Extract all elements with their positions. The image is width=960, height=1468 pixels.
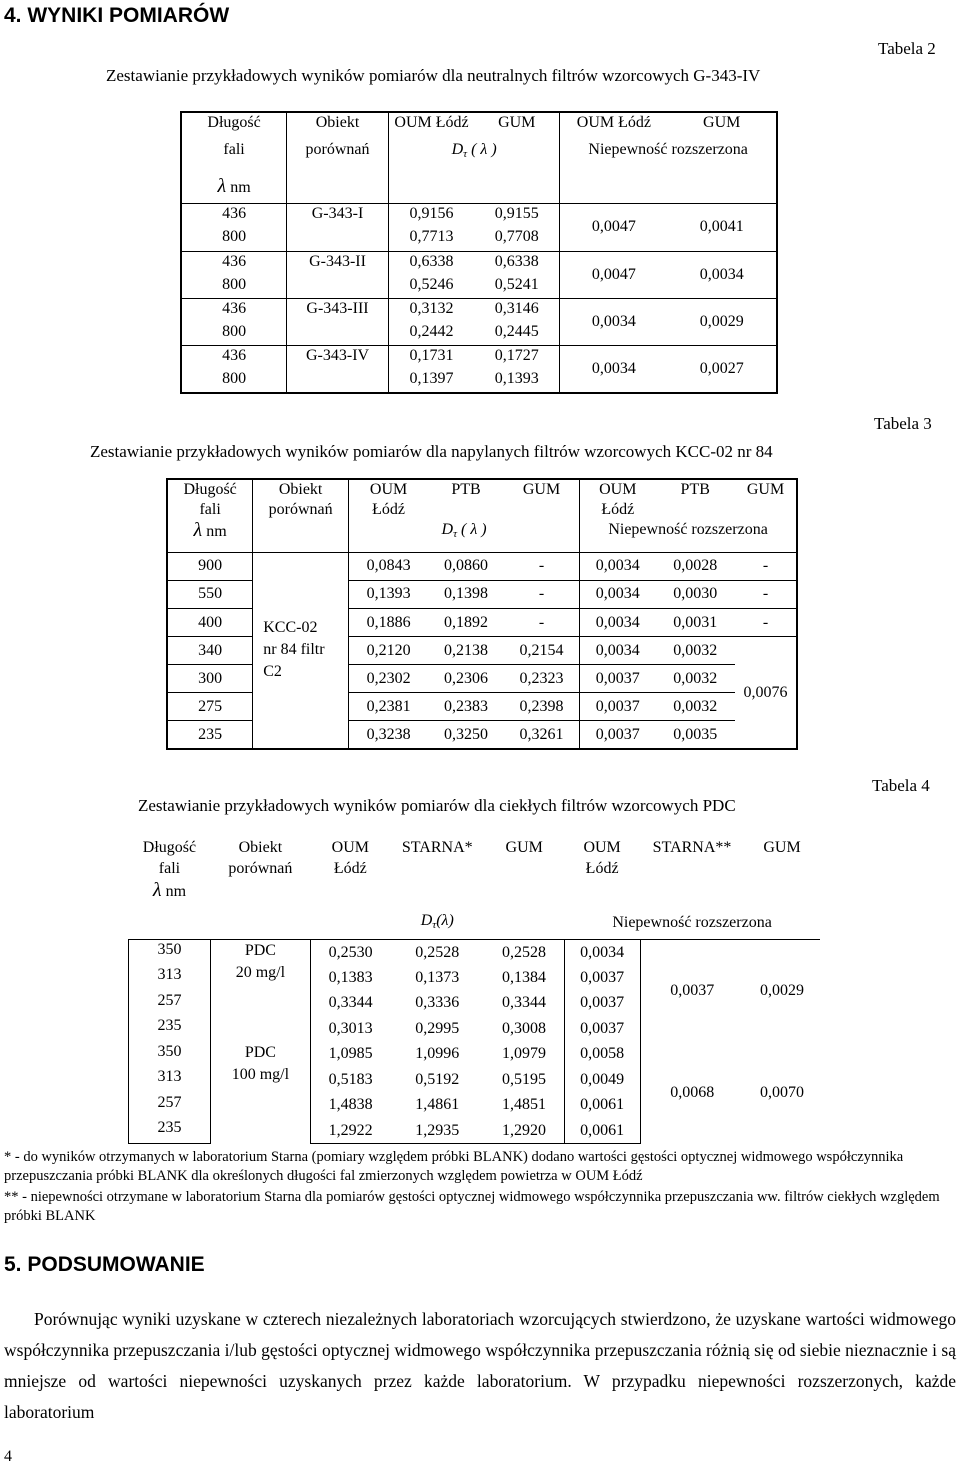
t2-wl-436: 436 xyxy=(181,251,287,275)
t3-gum: - xyxy=(504,552,580,580)
t4-object-conc: 100 mg/l xyxy=(231,1065,290,1083)
t3-ptb: 0,1892 xyxy=(428,608,504,636)
t3-h-obj2: porównań xyxy=(253,500,349,520)
t4-oum: 0,2530 xyxy=(328,943,373,961)
footnote-1: * - do wyników otrzymanych w laboratorium Starna (pomiary względem próbki BLANK) dodano wartości gęstości optycznej widmowego współczynnika przepuszczania próbki BLANK dla określonych długości fal zmierzonych względem powietrza w OUM Łódź xyxy=(4,1149,904,1184)
t3-oum: 0,1886 xyxy=(348,608,428,636)
t3-h-oum2b: Łódź xyxy=(580,500,656,520)
t3-unc-ptb: 0,0031 xyxy=(655,608,735,636)
t4-object xyxy=(210,940,310,1042)
t2-object: G-343-I xyxy=(287,204,389,228)
footnote-2: ** - niepewności otrzymane w laboratorium Starna dla pomiarów gęstości optycznej widmowego współczynnika przepuszczania ww. filtrów ciekłych względem próbki BLANK xyxy=(4,1189,940,1224)
t2-oum-800: 0,2442 xyxy=(388,322,474,346)
t4-h-gum: GUM xyxy=(505,839,543,856)
t4-wl: 313 xyxy=(129,1067,211,1092)
t3-h-wl3: λ nm xyxy=(167,520,253,552)
t3-unc-gum-merged: 0,0076 xyxy=(735,637,797,749)
t2-oum-800: 0,7713 xyxy=(388,227,474,251)
table-3 xyxy=(166,478,798,750)
t3-h-dt: $D_\tau$ ( λ ) xyxy=(348,520,579,552)
t3-h-oum2: Łódź xyxy=(348,500,428,520)
t4-unc-starna: 0,0037 xyxy=(670,981,715,999)
t3-gum: - xyxy=(504,580,580,608)
t4-starna: 0,1373 xyxy=(415,969,460,986)
t2-gum-436: 0,3146 xyxy=(474,298,560,322)
t4-object xyxy=(210,1042,310,1144)
t2-h-c1: OUM Łódź xyxy=(388,112,474,140)
t2-object-empty xyxy=(287,322,389,346)
table-4 xyxy=(128,838,820,1144)
t4-gum: 0,3344 xyxy=(501,994,546,1012)
t4-wl: 257 xyxy=(129,1093,211,1118)
t4-unc-oum: 0,0058 xyxy=(564,1042,640,1067)
t3-unc-ptb: 0,0030 xyxy=(655,580,735,608)
t3-unc-ptb: 0,0035 xyxy=(655,721,735,749)
t3-unc-ptb: 0,0032 xyxy=(655,665,735,693)
t2-h-wl1: Długość xyxy=(207,114,261,131)
t3-gum: 0,2323 xyxy=(504,665,580,693)
t3-h-ptb-b: PTB xyxy=(680,481,710,498)
t2-h-obj1: Obiekt xyxy=(287,112,389,140)
t3-unc-gum: - xyxy=(735,608,797,636)
t4-starna: 1,0996 xyxy=(415,1045,460,1063)
t4-h-obj1: Obiekt xyxy=(238,839,283,856)
t4-wl: 313 xyxy=(129,965,211,990)
t3-object xyxy=(253,552,349,749)
t2-wl-800: 800 xyxy=(222,228,247,246)
table-row xyxy=(181,345,777,369)
t4-gum: 1,0979 xyxy=(501,1045,546,1063)
t4-h-oum2: Łódź xyxy=(333,859,367,877)
table-4-caption: Zestawianie przykładowych wyników pomiarów dla ciekłych filtrów wzorcowych PDC xyxy=(138,796,736,815)
t3-oum: 0,3238 xyxy=(348,721,428,749)
t3-unc-oum: 0,0034 xyxy=(580,608,656,636)
t3-gum: - xyxy=(504,608,580,636)
t2-object-empty xyxy=(287,275,389,299)
table-row xyxy=(181,251,777,275)
t2-h-unc: Niepewność rozszerzona xyxy=(560,140,777,176)
t4-h-wl1: Długość xyxy=(142,839,197,856)
table-row xyxy=(129,940,821,965)
t3-unc-oum: 0,0034 xyxy=(580,637,656,665)
t2-gum-436: 0,9155 xyxy=(494,205,539,223)
t2-h-wl2: fali xyxy=(223,141,245,158)
t4-starna: 0,3336 xyxy=(415,994,460,1012)
t4-object-conc: 20 mg/l xyxy=(235,964,286,982)
t2-h-c2: GUM xyxy=(498,114,536,131)
t3-unc-oum: 0,0034 xyxy=(580,552,656,580)
section-4-title: 4. WYNIKI POMIARÓW xyxy=(4,4,230,27)
t2-h-dt: $D_\tau$ ( λ ) xyxy=(388,140,559,176)
t3-h-oum1b: OUM xyxy=(580,479,656,500)
t3-unc-gum: - xyxy=(735,580,797,608)
t2-h-c4: GUM xyxy=(703,114,741,131)
t3-wl: 340 xyxy=(167,637,253,665)
t3-object-line: C2 xyxy=(263,663,282,681)
t3-wl: 275 xyxy=(167,693,253,721)
t2-gum-800: 0,5241 xyxy=(494,275,539,293)
t4-h-obj2: porównań xyxy=(228,859,293,877)
t2-unc-gum: 0,0029 xyxy=(667,298,777,345)
t3-oum: 0,2302 xyxy=(348,665,428,693)
t3-h-ptb: PTB xyxy=(451,481,481,498)
t3-gum: 0,2398 xyxy=(504,693,580,721)
t4-wl: 350 xyxy=(129,1042,211,1067)
t3-h-wl2: fali xyxy=(199,501,221,519)
t3-ptb: 0,2138 xyxy=(428,637,504,665)
t4-wl: 235 xyxy=(129,1118,211,1144)
t4-h-starna2: STARNA** xyxy=(652,839,732,856)
t4-object-name: PDC xyxy=(244,942,276,960)
t2-unc-oum: 0,0034 xyxy=(560,345,668,393)
t4-unc-oum: 0,0037 xyxy=(564,1016,640,1041)
t2-wl-800: 800 xyxy=(222,322,247,340)
t2-unc-oum: 0,0047 xyxy=(560,204,668,251)
t4-gum: 0,2528 xyxy=(501,943,546,961)
t3-unc-ptb: 0,0032 xyxy=(655,693,735,721)
t4-oum: 0,3344 xyxy=(328,994,373,1012)
t3-unc-oum: 0,0034 xyxy=(580,580,656,608)
t2-gum-800: 0,7708 xyxy=(494,228,539,246)
t2-object-empty xyxy=(287,369,389,393)
t2-h-obj2: porównań xyxy=(287,140,389,176)
t2-unc-gum: 0,0027 xyxy=(667,345,777,393)
t4-gum: 0,5195 xyxy=(501,1070,546,1088)
t4-object-name: PDC xyxy=(244,1043,276,1061)
t4-unc-oum: 0,0037 xyxy=(564,991,640,1016)
summary-paragraph: Porównując wyniki uzyskane w czterech niezależnych laboratoriach wzorcujących stwierdzono, że uzyskane wartości widmowego współczynnika przepuszczania i/lub gęstości optycznej widmowego współczynnika przepuszczania różnią się od siebie nieznacznie i są mniejsze od wartości niepewności uzyskanych przez każde laboratorium. W przypadku niepewności rozszerzonych, każde laboratorium xyxy=(4,1309,956,1422)
t4-unc-oum: 0,0049 xyxy=(564,1067,640,1092)
t4-h-dt: $D_\tau(\lambda)$ xyxy=(390,906,484,940)
table-2 xyxy=(180,111,778,394)
t2-gum-436: 0,1727 xyxy=(474,345,560,369)
t2-oum-800: 0,5246 xyxy=(388,275,474,299)
t4-oum: 1,2922 xyxy=(310,1118,390,1144)
t3-gum: 0,2154 xyxy=(504,637,580,665)
t4-unc-gum: 0,0029 xyxy=(760,981,804,999)
t2-object: G-343-II xyxy=(287,251,389,275)
table-3-caption: Zestawianie przykładowych wyników pomiarów dla napylanych filtrów wzorcowych KCC-02 nr 84 xyxy=(90,442,773,461)
t3-unc-ptb: 0,0032 xyxy=(655,637,735,665)
t4-starna: 0,5192 xyxy=(415,1070,460,1088)
t4-gum: 0,1384 xyxy=(501,969,546,986)
t2-wl-436: 436 xyxy=(181,345,287,369)
t3-unc-ptb: 0,0028 xyxy=(655,552,735,580)
t2-h-wl3: λ nm xyxy=(181,176,287,204)
t3-wl: 300 xyxy=(167,665,253,693)
t4-h-wl3: λ nm xyxy=(152,878,187,901)
t2-wl-800: 800 xyxy=(222,369,247,387)
t2-oum-436: 0,1731 xyxy=(388,345,474,369)
t2-oum-436: 0,3132 xyxy=(388,298,474,322)
t3-object-line: nr 84 filtr xyxy=(263,641,325,659)
t2-oum-436: 0,9156 xyxy=(388,204,474,228)
t3-h-gum: GUM xyxy=(522,481,561,498)
t4-starna: 0,2528 xyxy=(415,943,460,961)
t4-unc-oum: 0,0061 xyxy=(564,1118,640,1144)
t3-wl: 400 xyxy=(167,608,253,636)
t2-unc-gum: 0,0034 xyxy=(667,251,777,298)
t3-h-oum1: OUM xyxy=(348,479,428,500)
t2-object-empty xyxy=(287,227,389,251)
t4-unc-starna: 0,0068 xyxy=(670,1083,715,1101)
t3-h-unc: Niepewność rozszerzona xyxy=(580,520,797,552)
t3-h-gum-b: GUM xyxy=(746,481,785,498)
t3-oum: 0,1393 xyxy=(348,580,428,608)
t2-wl-800: 800 xyxy=(222,275,247,293)
t3-oum: 0,2381 xyxy=(348,693,428,721)
t2-unc-oum: 0,0047 xyxy=(560,251,668,298)
t2-h-c3: OUM Łódź xyxy=(560,112,668,140)
t2-object: G-343-IV xyxy=(287,345,389,369)
table-4-tag: Tabela 4 xyxy=(872,776,930,795)
t3-oum: 0,0843 xyxy=(348,552,428,580)
t2-unc-gum: 0,0041 xyxy=(699,218,744,236)
table-row xyxy=(181,204,777,228)
t3-unc-gum: - xyxy=(735,552,797,580)
t3-ptb: 0,2383 xyxy=(428,693,504,721)
t2-oum-436: 0,6338 xyxy=(388,251,474,275)
t2-oum-800: 0,1397 xyxy=(388,369,474,393)
t4-h-unc: Niepewność rozszerzona xyxy=(564,906,820,940)
t2-gum-800: 0,2445 xyxy=(494,322,539,340)
t4-h-oum1: OUM xyxy=(331,839,369,856)
t4-gum: 1,4851 xyxy=(501,1096,546,1114)
t4-gum: 0,3008 xyxy=(501,1019,546,1037)
t3-unc-oum: 0,0037 xyxy=(580,665,656,693)
table-3-tag: Tabela 3 xyxy=(874,414,932,433)
table-row xyxy=(129,1042,821,1067)
t3-h-obj1: Obiekt xyxy=(253,479,349,500)
t4-oum: 0,1383 xyxy=(328,969,373,986)
t2-wl-436: 436 xyxy=(181,298,287,322)
section-5-title: 5. PODSUMOWANIE xyxy=(4,1253,205,1276)
t3-unc-oum: 0,0037 xyxy=(580,721,656,749)
t4-h-starna: STARNA* xyxy=(401,839,473,856)
t3-ptb: 0,0860 xyxy=(428,552,504,580)
t4-wl: 350 xyxy=(129,940,211,965)
t4-oum: 1,4838 xyxy=(328,1096,373,1114)
t4-oum: 0,5183 xyxy=(328,1070,373,1088)
t4-h-wl2: fali xyxy=(158,859,181,877)
t3-ptb: 0,1398 xyxy=(428,580,504,608)
t3-wl: 900 xyxy=(167,552,253,580)
t4-unc-oum: 0,0034 xyxy=(564,940,640,965)
table-2-caption: Zestawianie przykładowych wyników pomiarów dla neutralnych filtrów wzorcowych G-343-IV xyxy=(106,66,761,85)
table-row xyxy=(167,552,797,580)
t3-ptb: 0,2306 xyxy=(428,665,504,693)
t3-h-wl1: Długość xyxy=(183,481,237,498)
t4-h-oum2b: Łódź xyxy=(585,859,619,877)
t4-starna: 1,2935 xyxy=(390,1118,484,1144)
t4-h-oum1b: OUM xyxy=(583,839,621,856)
t3-unc-oum: 0,0037 xyxy=(580,693,656,721)
t4-oum: 1,0985 xyxy=(328,1045,373,1063)
t3-wl: 235 xyxy=(167,721,253,749)
page-number: 4 xyxy=(4,1448,12,1465)
t3-object-line: KCC-02 xyxy=(263,619,318,637)
t4-h-gum2: GUM xyxy=(763,839,801,856)
t4-starna: 1,4861 xyxy=(415,1096,460,1114)
t3-wl: 550 xyxy=(167,580,253,608)
t4-oum: 0,3013 xyxy=(328,1019,373,1037)
t4-wl: 257 xyxy=(129,991,211,1016)
t2-wl-436: 436 xyxy=(222,205,247,223)
t4-gum: 1,2920 xyxy=(484,1118,564,1144)
t4-starna: 0,2995 xyxy=(415,1019,460,1037)
t2-object: G-343-III xyxy=(287,298,389,322)
t3-ptb: 0,3250 xyxy=(428,721,504,749)
table-2-tag: Tabela 2 xyxy=(878,39,936,58)
t2-unc-oum: 0,0034 xyxy=(560,298,668,345)
t2-gum-800: 0,1393 xyxy=(494,369,539,387)
t3-gum: 0,3261 xyxy=(504,721,580,749)
t4-wl: 235 xyxy=(129,1016,211,1041)
t4-unc-gum: 0,0070 xyxy=(760,1083,804,1101)
t4-unc-oum: 0,0037 xyxy=(564,965,640,990)
t2-gum-436: 0,6338 xyxy=(474,251,560,275)
t4-unc-oum: 0,0061 xyxy=(564,1093,640,1118)
t3-oum: 0,2120 xyxy=(348,637,428,665)
table-row xyxy=(181,298,777,322)
